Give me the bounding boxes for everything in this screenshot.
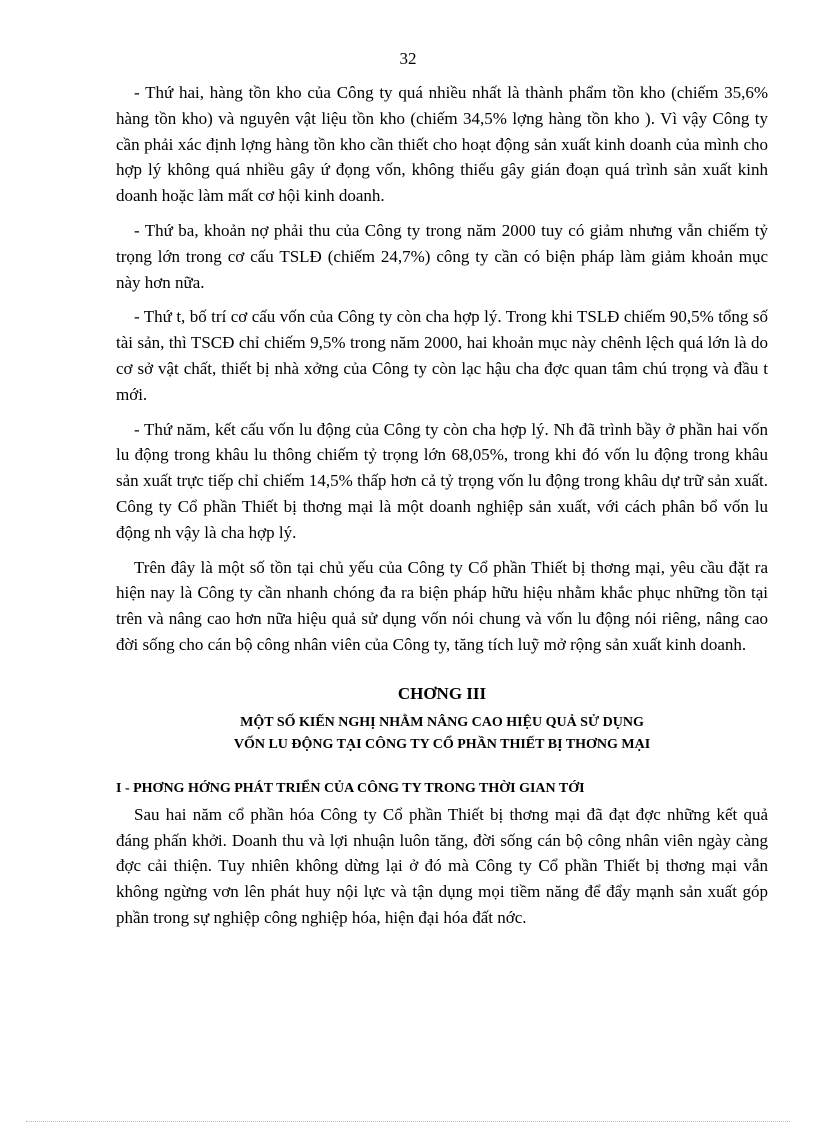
chapter-title: CHƠNG III	[397, 683, 487, 703]
page-bottom-divider	[26, 1121, 790, 1122]
section-heading: I - PHƠNG HỚNG PHÁT TRIỂN CỦA CÔNG TY TRONG THỜI GIAN TỚI	[116, 780, 585, 796]
paragraph-fourth-issue: - Thứ t, bố trí cơ cấu vốn của Công ty còn cha hợp lý. Trong khi TSLĐ chiếm 90,5% tổng số tài sản, thì TSCĐ chỉ chiếm 9,5% trong năm 2000, hai khoản mục này chênh lệch quá lớn là do cơ sở vật chất, thiết bị nhà xởng của Công ty còn lạc hậu cha đợc quan tâm chú trọng và đầu t mới.	[116, 307, 768, 404]
paragraph-summary: Trên đây là một số tồn tại chủ yếu của Công ty Cổ phần Thiết bị thơng mại, yêu cầu đặt ra hiện nay là Công ty cần nhanh chóng đa ra biện pháp hữu hiệu nhằm khắc phục những tồn tại trên và nâng cao hơn nữa hiệu quả sử dụng vốn nói chung và vốn lu động nói riêng, nâng cao đời sống cho cán bộ công nhân viên của Công ty, tăng tích luỹ mở rộng sản xuất kinh doanh.	[116, 557, 768, 654]
paragraph-third-issue: - Thứ ba, khoản nợ phải thu của Công ty trong năm 2000 tuy có giảm nhưng vẫn chiếm tỷ trọng lớn trong cơ cấu TSLĐ (chiếm 24,7%) công ty cần có biện pháp làm giảm khoản mục này hơn nữa.	[116, 220, 768, 292]
chapter-subtitle-line-1: MỘT SỐ KIẾN NGHỊ NHẰM NÂNG CAO HIỆU QUẢ SỬ DỤNG	[240, 714, 644, 730]
section-paragraph: Sau hai năm cổ phần hóa Công ty Cổ phần Thiết bị thơng mại đã đạt đợc những kết quả đáng phấn khởi. Doanh thu và lợi nhuận luôn tăng, đời sống cán bộ công nhân viên ngày càng đợc cải thiện. Tuy nhiên không dừng lại ở đó mà Công ty Cổ phần Thiết bị thơng mại vẫn không ngừng vơn lên phát huy nội lực và tận dụng mọi tiềm năng để đẩy mạnh sản xuất góp phần trong sự nghiệp công nghiệp hóa, hiện đại hóa đất nớc.	[116, 804, 768, 927]
document-body	[116, 80, 768, 940]
paragraph-fifth-issue: - Thứ năm, kết cấu vốn lu động của Công ty còn cha hợp lý. Nh đã trình bầy ở phần hai vốn lu động trong khâu lu thông chiếm tỷ trọng lớn 68,05%, trong khi đó vốn lu động trong khâu sản xuất trực tiếp chỉ chiếm 14,5% thấp hơn cả tỷ trọng vốn lu động trong khâu dự trữ sản xuất. Công ty Cổ phần Thiết bị thơng mại là một doanh nghiệp sản xuất, với cách phân bổ vốn lu động nh vậy là cha hợp lý.	[116, 419, 768, 542]
paragraph-second-issue: - Thứ hai, hàng tồn kho của Công ty quá nhiều nhất là thành phẩm tồn kho (chiếm 35,6% hàng tồn kho) và nguyên vật liệu tồn kho (chiếm 34,5% lợng hàng tồn kho ). Vì vậy Công ty cần phải xác định lợng hàng tồn kho cần thiết cho hoạt động sản xuất kinh doanh của mình cho hợp lý không quá nhiều gây ứ đọng vốn, không thiếu gây gián đoạn quá trình sản xuất kinh doanh hoặc làm mất cơ hội kinh doanh.	[116, 83, 768, 206]
chapter-subtitle-line-2: VỐN LU ĐỘNG TẠI CÔNG TY CỔ PHẦN THIẾT BỊ THƠNG MẠI	[233, 736, 651, 752]
page-number: 32	[399, 49, 417, 68]
chapter-subtitle	[116, 712, 768, 756]
